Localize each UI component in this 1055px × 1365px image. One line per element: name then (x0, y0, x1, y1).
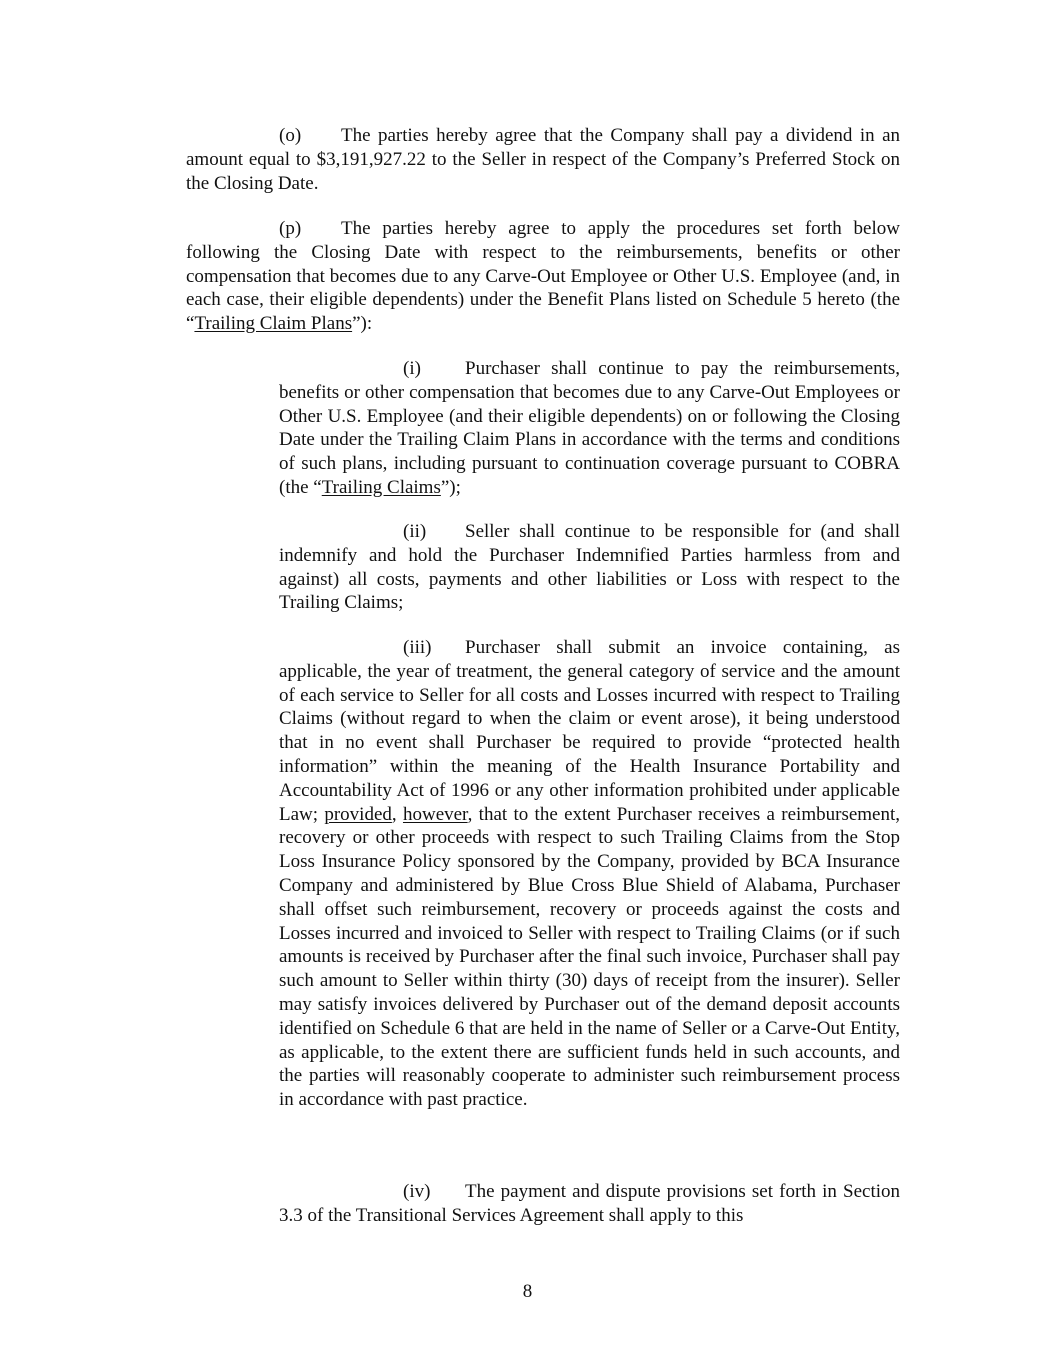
defined-term-trailing-claim-plans: Trailing Claim Plans (194, 313, 353, 335)
paragraph-p (186, 217, 900, 336)
subparagraph-iii-text-end: , that to the extent Purchaser receives a reimbursement, recovery or other proceeds with respect to such Trailing Claims from the Stop Loss Insurance Policy sponsored by the Company, provided by BCA Insurance Company and administered by Blue Cross Blue Shield of Alabama, Purchaser shall offset such reimbursement, recovery or proceeds against the costs and Losses incurred and invoiced to Seller with respect to Trailing Claims (or if such amounts is received by Purchaser after the final such invoice, Purchaser shall pay such amount to Seller within thirty (30) days of receipt from the insurer). Seller may satisfy invoices delivered by Purchaser out of the demand deposit accounts identified on Schedule 6 that are held in the name of Seller or a Carve-Out Entity, as applicable, to the extent there are sufficient funds held in such accounts, and the parties will reasonably cooperate to administer such reimbursement process in accordance with past practice. (279, 803, 901, 1111)
paragraph-p-text: The parties hereby agree to apply the procedures set forth below following the Closing Date with respect to the reimbursements, benefits or other compensation that becomes due to any Carve-Out Employee or Other U.S. Employee (and, in each case, their eligible dependents) under the Benefit Plans listed on Schedule 5 hereto (the “ (186, 218, 900, 335)
subparagraph-i-marker: (i) (403, 358, 421, 379)
paragraph-p-marker: (p) (279, 218, 302, 239)
page-number: 8 (522, 1281, 533, 1302)
subparagraph-i (279, 357, 900, 500)
subparagraph-ii (279, 520, 900, 615)
subparagraph-iii (279, 636, 900, 1112)
paragraph-o-text: The parties hereby agree that the Company shall pay a dividend in an amount equal to $3,191,927.22 to the Seller in respect of the Company’s Preferred Stock on the Closing Date. (186, 125, 900, 194)
subparagraph-ii-text: Seller shall continue to be responsible for (and shall indemnify and hold the Purchaser Indemnified Parties harmless from and against) all costs, payments and other liabilities or Loss with respect to the Trailing Claims; (279, 521, 900, 614)
paragraph-o-marker: (o) (279, 125, 302, 146)
subparagraph-iii-text: Purchaser shall submit an invoice containing, as applicable, the year of treatment, the general category of service and the amount of each service to Seller for all costs and Losses incurred with respect to Trailing Claims (without regard to when the claim or event arose), it being understood that in no event shall Purchaser be required to provide “protected health information” within the meaning of the Health Insurance Portability and Accountability Act of 1996 or any other information prohibited under applicable Law; (279, 637, 900, 825)
paragraph-p-text-end: ”): (352, 313, 373, 335)
paragraph-o (186, 124, 900, 195)
subparagraph-i-text-end: ”); (440, 476, 461, 498)
subparagraph-iv (279, 1180, 900, 1228)
provided-comma: , (391, 803, 397, 825)
defined-term-trailing-claims: Trailing Claims (321, 476, 441, 498)
subparagraph-i-text: Purchaser shall continue to pay the reimbursements, benefits or other compensation that becomes due to any Carve-Out Employees or Other U.S. Employee (and their eligible dependents) on or following the Closing Date under the Trailing Claim Plans in accordance with the terms and conditions of such plans, including pursuant to continuation coverage pursuant to COBRA (the “ (279, 358, 900, 498)
however-term: however (402, 803, 468, 825)
provided-term: provided (324, 803, 392, 825)
subparagraph-iv-marker: (iv) (403, 1181, 431, 1202)
subparagraph-iv-text: The payment and dispute provisions set forth in Section 3.3 of the Transitional Services Agreement shall apply to this (279, 1181, 900, 1226)
subparagraph-iii-marker: (iii) (403, 637, 432, 658)
subparagraph-ii-marker: (ii) (403, 521, 427, 542)
